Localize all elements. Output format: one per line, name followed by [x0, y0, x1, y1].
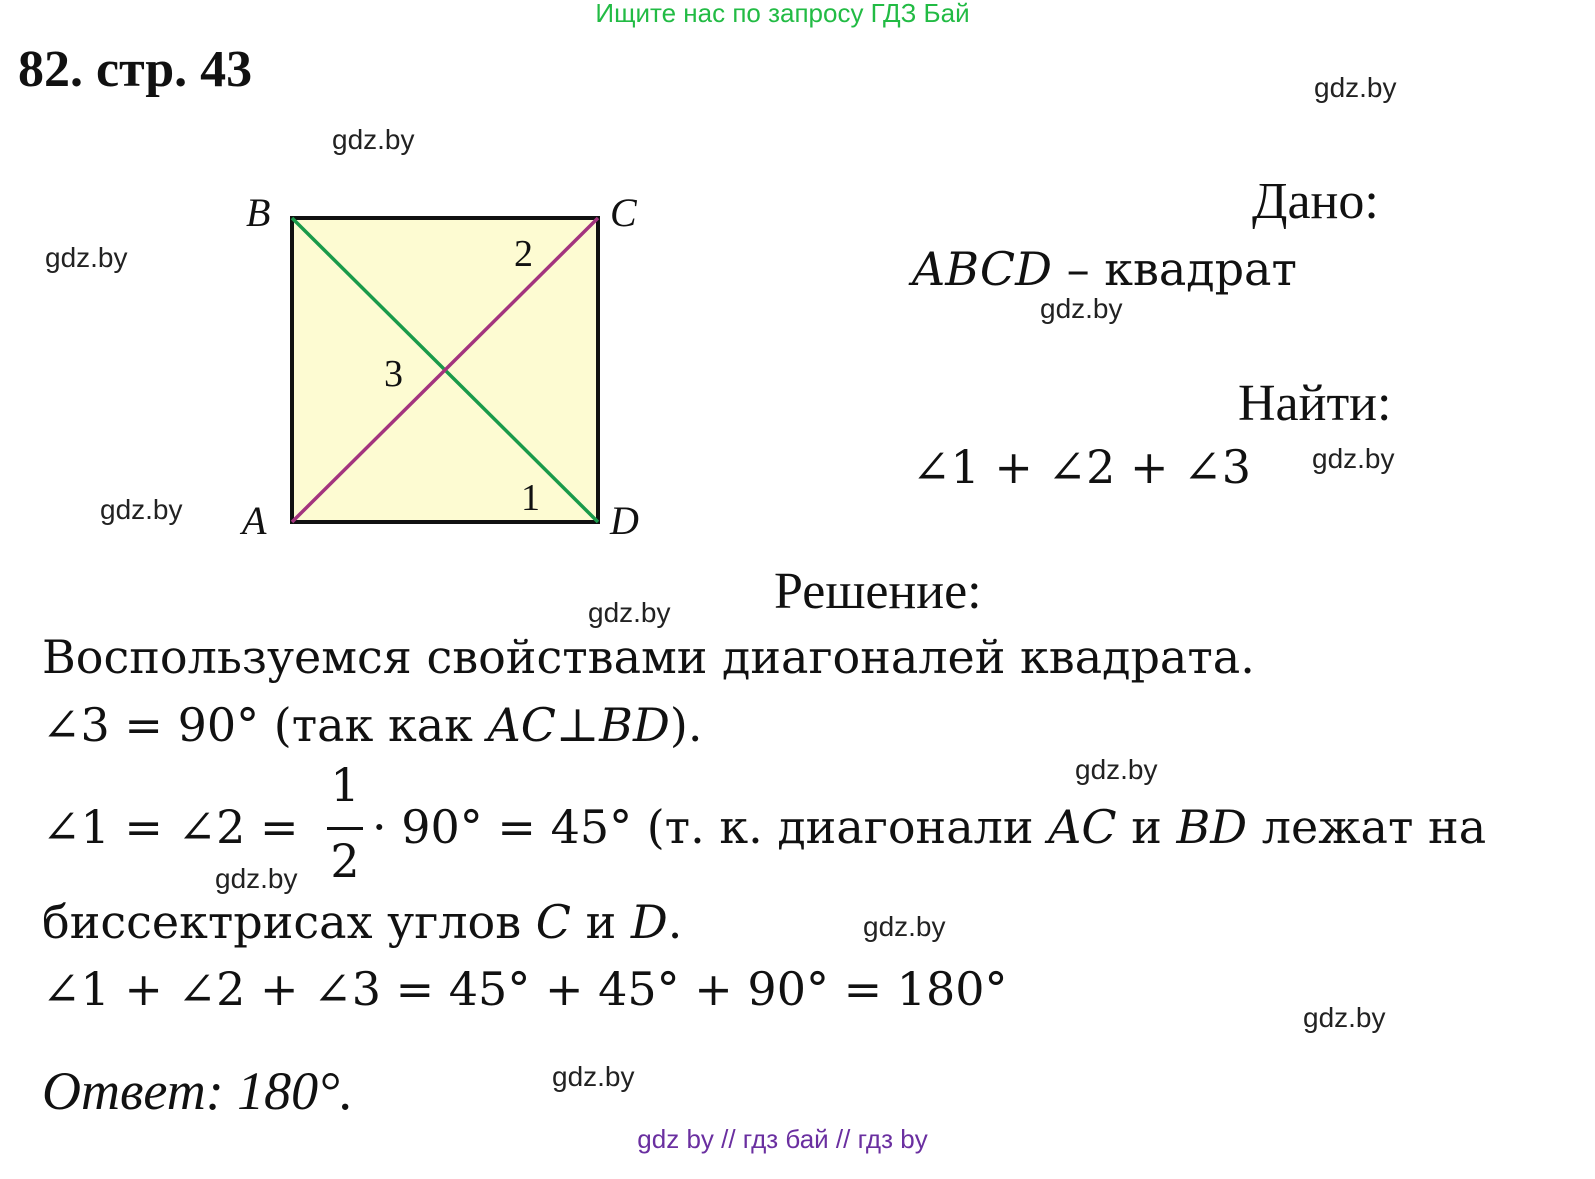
- find-heading: Найти:: [1238, 375, 1392, 432]
- line2-start: ∠3 = 90° (так как: [42, 698, 488, 752]
- fraction-bar: [327, 827, 363, 830]
- line3-and: и: [1116, 800, 1177, 854]
- watermark: gdz.by: [863, 911, 946, 942]
- given-desc: квадрат: [1104, 242, 1297, 296]
- given-dash: –: [1051, 242, 1105, 296]
- solution-line-3a: ∠1 = ∠2 =: [42, 800, 299, 854]
- fraction-denominator: 2: [330, 834, 360, 888]
- line3-ac: AC: [1048, 800, 1117, 854]
- watermark: gdz.by: [1312, 443, 1395, 474]
- line4-d: D: [630, 895, 668, 949]
- watermark: gdz.by: [45, 242, 128, 273]
- angle-label-1: 1: [521, 477, 540, 519]
- top-banner: Ищите нас по запросу ГДЗ Бай: [595, 0, 970, 28]
- solution-line-5: ∠1 + ∠2 + ∠3 = 45° + 45° + 90° = 180°: [42, 962, 1008, 1016]
- square-figure: [230, 180, 670, 550]
- watermark: gdz.by: [1040, 293, 1123, 324]
- watermark: gdz.by: [215, 863, 298, 894]
- solution-line-1: Воспользуемся свойствами диагоналей квадрата.: [42, 630, 1255, 684]
- fraction-numerator: 1: [330, 758, 360, 812]
- line3-end: лежат на: [1247, 800, 1487, 854]
- angle-label-3: 3: [384, 353, 403, 395]
- watermark: gdz.by: [552, 1061, 635, 1092]
- line4-text: биссектрисах углов: [42, 895, 536, 949]
- watermark: gdz.by: [100, 494, 183, 525]
- exercise-title: 82. стр. 43: [18, 41, 253, 98]
- watermark: gdz.by: [1075, 754, 1158, 785]
- vertex-label-d: D: [610, 498, 639, 543]
- line3-bd: BD: [1176, 800, 1248, 854]
- line4-and: и: [570, 895, 631, 949]
- angle-label-2: 2: [514, 233, 533, 275]
- watermark: gdz.by: [332, 124, 415, 155]
- watermark: gdz.by: [588, 597, 671, 628]
- solution-heading: Решение:: [774, 563, 982, 620]
- solution-line-2: [42, 698, 702, 752]
- line4-end: .: [667, 895, 683, 949]
- watermark: gdz.by: [1303, 1002, 1386, 1033]
- solution-line-4: [42, 895, 682, 949]
- vertex-label-b: B: [246, 190, 271, 235]
- line2-end: ).: [669, 698, 703, 752]
- answer: Ответ: 180°.: [42, 1061, 354, 1121]
- find-expression: ∠1 + ∠2 + ∠3: [912, 440, 1252, 494]
- footer-links: gdz by // гдз бай // гдз by: [637, 1124, 928, 1154]
- line2-perp: AC⊥BD: [487, 698, 670, 752]
- given-abcd: ABCD: [912, 242, 1052, 296]
- line3-text: · 90° = 45° (т. к. диагонали: [372, 800, 1049, 854]
- given-heading: Дано:: [1252, 173, 1379, 230]
- line4-c: C: [535, 895, 571, 949]
- given-statement: [912, 242, 1297, 296]
- watermark: gdz.by: [1314, 72, 1397, 103]
- solution-line-3b: [372, 800, 1486, 854]
- vertex-label-a: A: [242, 498, 267, 543]
- vertex-label-c: C: [610, 190, 637, 235]
